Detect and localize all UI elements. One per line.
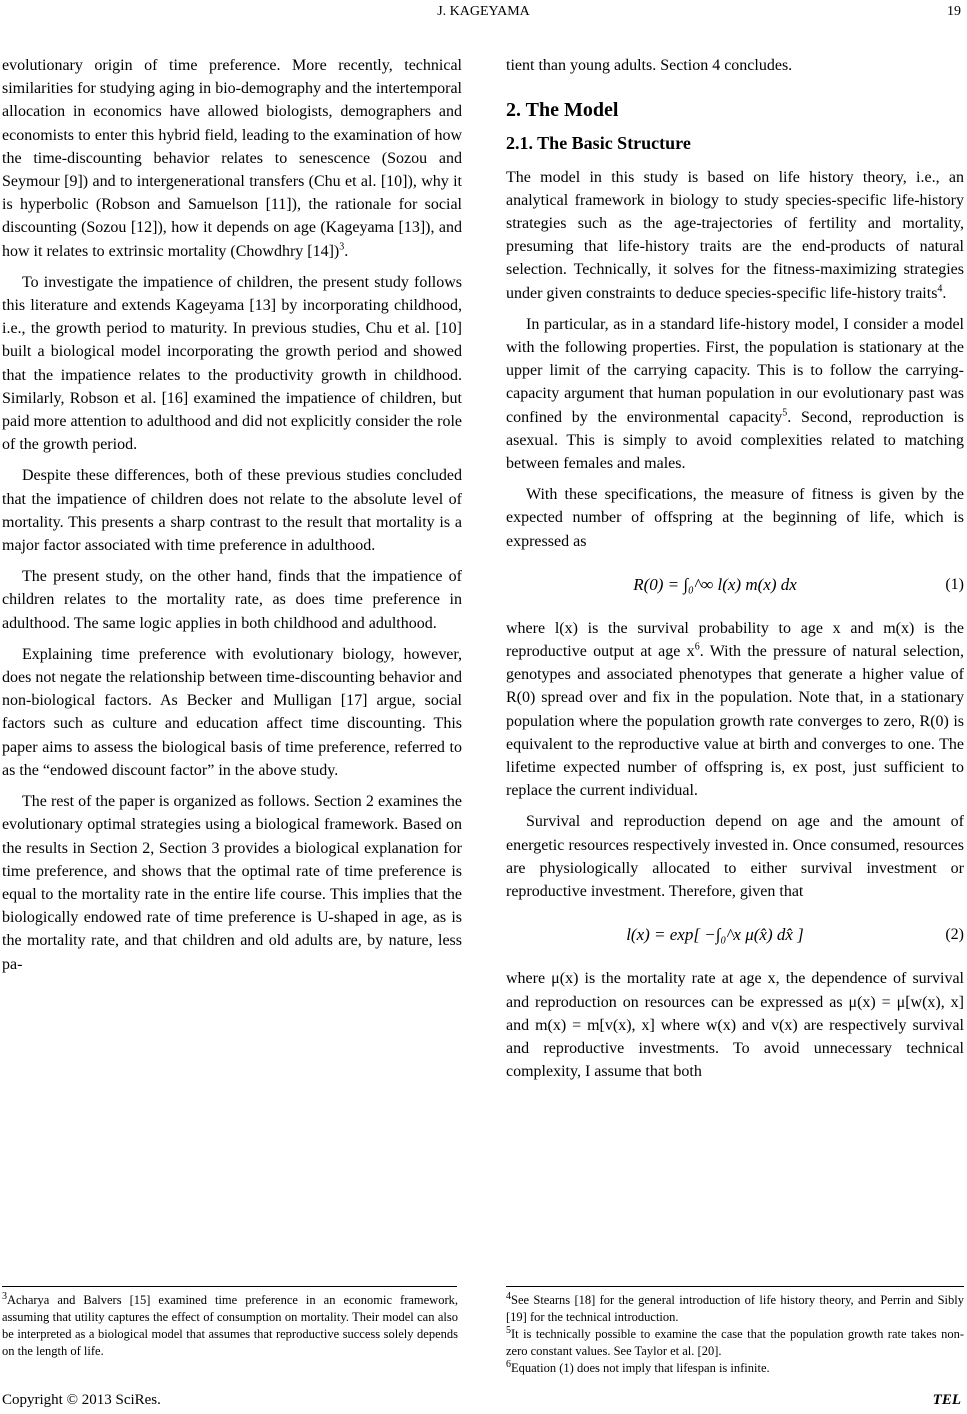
paragraph: Explaining time preference with evolutionary biology, however, does not negate the relationship between time-discounting behavior and non-biological factors. As Becker and Mulligan [17] argue, social factors such as culture and education affect time discounting. This paper aims to assess the biological basis of time preference, referred to as the “endowed discount factor” in the above study. bbox=[2, 645, 462, 779]
page-number: 19 bbox=[947, 4, 961, 19]
paragraph: In particular, as in a standard life-history model, I consider a model with the following properties. First, the population is stationary at the upper limit of the carrying capacity. This is to follow the carrying-capacity argument that human population in our evolutionary past was confined by the environmental capacity$^5$. Second, reproduction is asexual. This is simply to avoid complexities related to matching between females and males. bbox=[506, 315, 965, 473]
footnote: $^4$See Stearns [18] for the general introduction of life history theory, and Perrin and Sibly [19] for the technical introduction. bbox=[506, 1290, 964, 1324]
footnotes-left bbox=[2, 1292, 458, 1360]
footnote: $^3$Acharya and Balvers [15] examined time preference in an economic framework, assuming that utility captures the effect of consumption on mortality. Their model can also be interpreted as a biological model that assumes that reproductive success solely depends on the length of life. bbox=[2, 1290, 458, 1358]
paragraph: Survival and reproduction depend on age and the amount of energetic resources respectively invested in. Once consumed, resources are physiologically allocated to either survival investment or reproductive investment. Therefore, given that bbox=[506, 813, 964, 901]
equation-body: R(0) = ∫₀^∞ l(x) m(x) dx bbox=[633, 574, 797, 594]
footnote-rule bbox=[506, 1286, 964, 1287]
footnote-marker: 3 bbox=[339, 241, 345, 253]
equation-number: (1) bbox=[945, 575, 964, 593]
footnote: $^5$It is technically possible to examine the case that the population growth rate takes non-zero constant values. See Taylor et al. [20]. bbox=[506, 1324, 964, 1358]
footnote-marker: 4 bbox=[937, 283, 943, 295]
right-column bbox=[506, 54, 964, 1091]
equation-2 bbox=[506, 911, 964, 959]
paragraph: evolutionary origin of time preference. More recently, technical similarities for studying aging in bio-demography and the intertemporal allocation in economics have allowed biologists, demographers and economists to enter this hybrid field, leading to the examination of how the time-discounting behavior relates to senescence (Sozou and Seymour [9]) and to intergenerational transfers (Chu et al. [10]), why it is hyperbolic (Robson and Samuelson [11]), the rationale for social discounting (Sozou [12]), how it depends on age (Kageyama [13]), and how it relates to extrinsic mortality (Chowdhry [14])$^3$. bbox=[2, 57, 462, 260]
paragraph: where μ(x) is the mortality rate at age x, the dependence of survival and reproduction on resources can be expressed as μ(x) = μ[w(x), x] and m(x) = m[v(x), x] where w(x) and v(x) are respectively survival and reproductive investments. To avoid unnecessary technical complexity, I assume that both bbox=[506, 970, 964, 1081]
paragraph: The rest of the paper is organized as follows. Section 2 examines the evolutionary optimal strategies using a biological framework. Based on the results in Section 2, Section 3 provides a biological explanation for time preference, and shows that the optimal rate of time preference is equal to the mortality rate in the entire life course. This implies that the biologically endowed rate of time preference is U-shaped in age, as is the mortality rate, and that children and old adults are, by nature, less pa- bbox=[2, 793, 462, 973]
footnote: $^6$Equation (1) does not imply that lifespan is infinite. bbox=[506, 1358, 770, 1375]
paragraph: With these specifications, the measure of fitness is given by the expected number of offspring at the beginning of life, which is expressed as bbox=[506, 486, 964, 550]
paragraph: To investigate the impatience of children, the present study follows this literature and extends Kageyama [13] by incorporating childhood, i.e., the growth period to maturity. In previous studies, Chu et al. [10] built a biological model incorporating the growth period and showed that the impatience relates to the productivity growth in childhood. Similarly, Robson et al. [16] examined the impatience of children, but paid more attention to adulthood and did not explicitly consider the role of the growth period. bbox=[2, 273, 462, 454]
footnote-rule bbox=[2, 1286, 457, 1287]
equation-number: (2) bbox=[945, 926, 964, 944]
footnote-marker: 6 bbox=[694, 641, 700, 653]
paragraph: The present study, on the other hand, finds that the impatience of children relates to the mortality rate, as does time preference in adulthood. The same logic applies in both childhood and adulthood. bbox=[2, 568, 462, 632]
subsection-heading: 2.1. The Basic Structure bbox=[506, 133, 691, 154]
paragraph: tient than young adults. Section 4 concludes. bbox=[506, 57, 793, 74]
running-header-author: J. KAGEYAMA bbox=[437, 4, 530, 19]
paragraph: where l(x) is the survival probability to age x and m(x) is the reproductive output at age $x^6$. With the pressure of natural selection, genotypes and associated phenotypes that generate a higher value of R(0) spread over and fix in the population. Note that, in a stationary population where the population growth rate converges to zero, R(0) is equivalent to the reproductive value at birth and converges to one. The lifetime expected number of offspring is, ex post, just sufficient to replace the current individual. bbox=[506, 619, 964, 800]
left-column bbox=[2, 54, 462, 984]
footnote-marker: 5 bbox=[782, 407, 788, 419]
paragraph: Despite these differences, both of these previous studies concluded that the impatience of children does not relate to the absolute level of mortality. This presents a sharp contrast to the result that mortality is a major factor associated with time preference in adulthood. bbox=[2, 467, 462, 555]
section-heading: 2. The Model bbox=[506, 99, 619, 122]
equation-body: l(x) = exp[ −∫₀^x μ(x̂) dx̂ ] bbox=[626, 925, 804, 945]
journal-name: TEL bbox=[932, 1392, 961, 1408]
running-header bbox=[0, 4, 967, 24]
footnotes-right bbox=[506, 1292, 964, 1377]
copyright: Copyright © 2013 SciRes. bbox=[2, 1392, 161, 1408]
equation-1 bbox=[506, 561, 964, 609]
paragraph: The model in this study is based on life history theory, i.e., an analytical framework in biology to study species-specific life-history strategies such as the age-trajectories of fertility and mortality, presuming that life-history traits are the end-products of natural selection. Technically, it solves for the fitness-maximizing strategies under given constraints to deduce species-specific life-history traits$^4$. bbox=[506, 168, 964, 302]
